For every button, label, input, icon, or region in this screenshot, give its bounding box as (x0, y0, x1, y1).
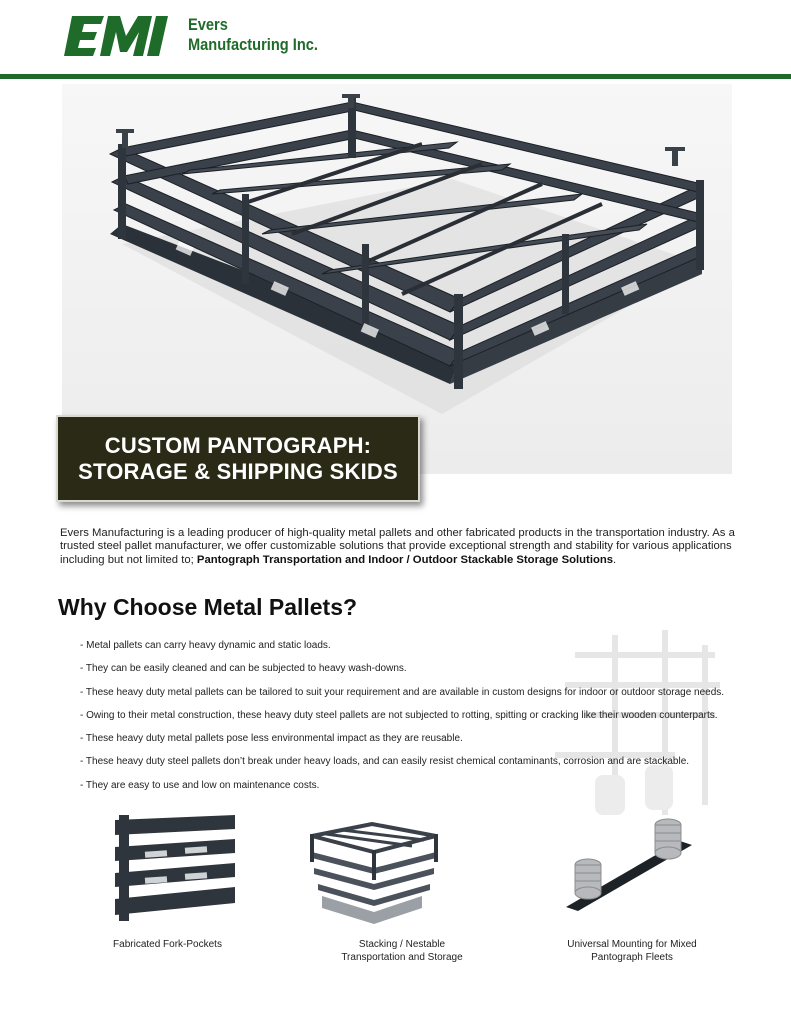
banner-line2: STORAGE & SHIPPING SKIDS (78, 458, 398, 484)
intro-paragraph (60, 527, 740, 567)
caption-line1: Fabricated Fork-Pockets (113, 939, 222, 950)
list-item: - Metal pallets can carry heavy dynamic and static loads. (80, 640, 331, 651)
list-item: - Owing to their metal construction, these heavy duty steel pallets are not subjected to rotting, spitting or cracking like their wooden counterparts. (80, 709, 718, 721)
benefits-list (80, 640, 780, 803)
list-item: - They are easy to use and low on maintenance costs. (80, 779, 320, 791)
emi-logo-mark (64, 14, 182, 58)
list-item: - These heavy duty steel pallets don’t break under heavy loads, and can easily resist chemical contaminants, corrosion and are stackable. (80, 756, 690, 768)
banner-line1: CUSTOM PANTOGRAPH: (104, 432, 372, 458)
universal-mounting-image (560, 815, 700, 920)
header (0, 0, 791, 80)
company-name (188, 15, 318, 55)
caption-line1: Universal Mounting for Mixed (567, 939, 697, 950)
stacking-image (302, 822, 442, 928)
feature-caption-universal-mounting (552, 938, 712, 964)
caption-line1: Stacking / Nestable (358, 939, 446, 950)
caption-line2: Transportation and Storage (341, 952, 463, 963)
intro-bold-text: Pantograph Transportation and Indoor / Outdoor Stackable Storage Solutions (196, 553, 614, 566)
intro-end: . (613, 553, 617, 566)
list-item: - They can be easily cleaned and can be subjected to heavy wash-downs. (80, 663, 407, 675)
company-name-line2: Manufacturing Inc. (188, 35, 318, 54)
list-item: - These heavy duty metal pallets can be tailored to suit your requirement and are available in custom designs for indoor or outdoor storage needs. (80, 686, 725, 698)
feature-caption-fork-pockets (95, 938, 240, 951)
intro-text: Evers Manufacturing is a leading producer of high-quality metal pallets and other fabricated products in the transportation industry. As a trusted steel pallet manufacturer, we offer customizable solutions that provide exceptional strength and stability for various applications including but not limited to; (60, 527, 735, 566)
feature-caption-stacking (322, 938, 482, 964)
caption-line2: Pantograph Fleets (591, 952, 673, 963)
list-item: - These heavy duty metal pallets pose less environmental impact as they are reusable. (80, 733, 463, 745)
fork-pockets-image (115, 815, 235, 921)
section-heading: Why Choose Metal Pallets? (58, 594, 358, 620)
hero-title-banner (56, 415, 420, 502)
company-name-line1: Evers (188, 15, 228, 34)
header-divider (0, 74, 791, 79)
